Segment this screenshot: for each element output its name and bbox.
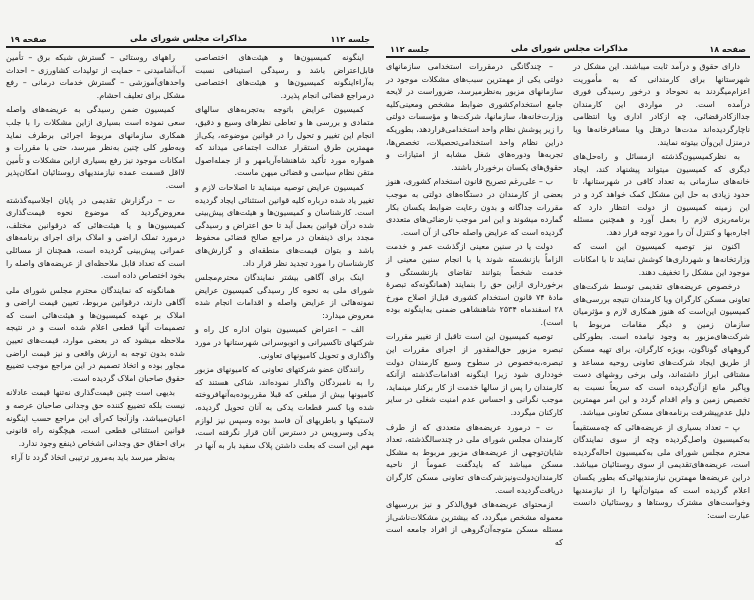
paragraph: کمیسیون ضمن رسیدگی به عریضه‌های واصله سعی نموده است بسیاری ازاین مشکلات را با جلب همکاری سازمانهای مربوط اجرائی برطرف نماید وبه‌طور کلی چنین به‌نظر میرسد، حتی با مقررات و امکانات موجود نیز رفع بسیاری ازاین مشکلات و تأمین لااقل قسمت عمده نیازمندیهای روستائیان امکان‌پذیر است. — [6, 105, 185, 190]
paragraph: اینک برای آگاهی بیشتر نمایندگان محترم‌مجلس شورای ملی به نحوه کار رسیدگی کمیسیون عرایض نمونه‌هائی از عرایض واصله و اقدامات انجام شده معروض میدارد: — [195, 273, 374, 320]
column-left — [573, 61, 750, 552]
publication-title: مذاکرات مجلس شورای ملی — [130, 34, 248, 44]
paragraph: راههای روستائی – گسترش شبکه برق – تأمین آب‌آشامیدنی – حمایت از تولیدات کشاورزی – احداث واحدهای‌آموزشی – گسترش خدمات درمانی – رفع مشکل برای تعلیف احشام. — [6, 53, 185, 100]
column-right — [6, 52, 185, 467]
paragraph: همانگونه که نمایندگان محترم مجلس شورای ملی آگاهی دارند، درقوانین مربوط، تعیین قیمت اراضی و املاک بر عهده کمیسیون‌ها و هیئت‌هائی است که تصمیمات آنها قطعی اعلام شده است و در نتیجه ملاحظه میشود که در بعضی موارد، قیمت‌های تعیین شده بدون توجه به ارزش واقعی و نیز قیمت اراضی مجاور بوده و اتخاذ تصمیم در این مراجع موجب تضییع حقوق صاحبان املاک گردیده است. — [6, 285, 185, 383]
paragraph: از‌محتوای عریضه‌های فوق‌الذکر و نیز بررسیهای معموله مشخص میگردد، که بیشترین مشکلات‌ناشی‌از مسئله مسکن متوجه‌آن‌گروهی از افراد جامعه است که — [386, 500, 563, 547]
paragraph: اینگونه کمیسیون‌ها و هیئت‌های اختصاصی قابل‌اعتراض باشد و رسیدگی استینافی نسبت به‌آراءاینگونه کمیسیون‌ها و هیئت‌های اختصاصی درمراجع قضائی انجام پذیرد. — [195, 53, 374, 100]
paragraph: کمیسیون عرایض توصیه مینماید تا اصلاحات لازم و تغییر یاد شده درباره کلیه قوانین استثنائی ایجاد گردیده است. کارشناسان و کمیسیون‌ها و هیئت‌های پیش‌بینی شده درآن قوانین بعمل آید تا حق اعتراض و رسیدگی مجدد برای ذینفعان در مراجع صالح قضائی محفوظ باشد و بتوان قیمت‌های منطقه‌ای و گزارش‌های کارشناسان را مورد تجدید نظر قرار داد. — [195, 182, 374, 268]
column-right — [386, 61, 563, 552]
paragraph: رانندگان عضو شرکتهای تعاونی که کامیونهای مزبور را به نامبردگان واگذار نموده‌اند، شاکی هستند که کامیونها بیش از مبلغی که قبلا مقرربوده‌به‌آنهافروخته شده وبا کسر قطعات یدکی به آنان تحویل گردیده، لاستیکها و باطریهای آن فاسد بوده وسپس نیز لوازم یدکی وسرویس در دسترس آنان قرار نگرفته است، مهم این است که بعلت داشتن پلاک سفید بار به آنها در — [195, 365, 374, 450]
paragraph: پ – تعداد بسیاری از عریضه‌هائی که چه‌مستقیماً به‌کمیسیون واصل‌گردیده وچه از سوی نمایندگان محترم مجلس شورای ملی به‌کمیسیون احاله‌گردیده است، عریضه‌های‌تقدیمی از سوی روستائیان میباشد. دراین عریضه‌ها مهمترین نیازمندیهائی‌که بطور یکسان اعلام گردیده است که میتوان‌آنها را از نیازمندیها وخواست‌های مشترک روستاها و روستائیان دانست عبارت است: — [573, 422, 750, 520]
paragraph: اکنون نیز توصیه کمیسیون این است که وزارتخانه‌ها و شهرداری‌ها کوشش نمایند تا با امکانات موجود این مشکل را تخفیف دهند. — [573, 242, 750, 277]
paragraph: درخصوص عریضه‌های تقدیمی توسط شرکت‌های تعاونی مسکن کارگران ویا کارمندان نتیجه بررسی‌های کمیسیون این‌است که هنوز همکاری لازم و مؤثرمیان سازمان زمین و دیگر مقامات مربوط با شرکت‌های‌مزبور به وجود نیامده است. بطورکلی گروههای گوناگون، بویژه کارگران، برای تهیه مسکن از طریق ایجاد شرکت‌های تعاونی روحیه مساعد و مشتاقی ابراز داشته‌اند، ولی برخی روشهای دست وپاگیر مانع ازآن‌گردیده است که سریعاً نسبت به تخصیص زمین و وام اقدام گردد و این امر مهمترین دلیل عدم‌پیشرفت برنامه‌های مسکن تعاونی میباشد. — [573, 282, 750, 418]
paragraph: ت – درگزارش تقدیمی در پایان اجلاسیه‌گذشته معروض‌گردید که موضوع نحوه قیمت‌گذاری کمیسیون‌ها و یا هیئت‌هائی که درقوانین مختلف، درمورد تملک اراضی و املاک برای اجرای برنامه‌های عمرانی پیش‌بینی گردیده است، همچنان از مسائلی است که تعداد قابل ملاحظه‌ای از عریضه‌های واصله را بخود اختصاص داده است. — [6, 195, 185, 281]
paragraph: ب – علی‌رغم تصریح قانون استخدام کشوری، هنوز بعضی از کارمندان در دستگاه‌های دولتی به موجب مقررات جداگانه و بدون رعایت ضوابط یکسان بکار گمارده میشوند و این امر موجب نارضائی‌های متعددی گردیده است که عرایض واصله حاکی از آن است. — [386, 177, 563, 237]
paragraph: – چندگانگی درمقررات استخدامی سازمانهای دولتی یکی از مهمترین سبب‌های مشکلات موجود در سازمانهای مزبور به‌نظرمیرسد، ضروراست در لایحه جامع استخدام‌کشوری ضوابط مشخص ومعینی‌کلیه وزارت‌خانه‌ها، سازمانها، شرکت‌ها و مؤسسات دولتی را زیر پوشش نظام واحد استخدامی‌قراردهد، بطوریکه دراین نظام واحد استخدامی‌تحصیلات، تخصص‌ها، تجربه‌ها ودوره‌های شغل مشابه از امتیازات و حقوق‌های یکسان برخوردار باشند. — [385, 62, 563, 172]
page-number: صفحه ۱۸ — [709, 45, 746, 54]
paragraph: ت – درمورد عریضه‌های متعددی که از طرف کارمندان مجلس شورای ملی در چندسالگذشته، تعداد شایان‌توجهی از عریضه‌های مزبور مربوط به مشکل مسکن میباشد که بایدگفت عموماً از ناحیه کارمندان‌دولت‌ونیزشرکت‌های تعاونی مسکن کارگران دریافت‌گردیده است. — [386, 422, 563, 495]
paragraph: به‌نظر میرسد باید به‌مرور ترتیبی اتخاذ گردد تا آراء — [10, 453, 175, 463]
page-header — [386, 40, 750, 54]
session-number: جلسه ۱۱۲ — [330, 35, 370, 44]
page-header — [6, 30, 374, 44]
paragraph: دولت یا در سنین معینی ازگذشت عمر و خدمت الزاماً بازنشسته شوند یا با انجام سنین معینی از خدمت شخصاً بتوانند تقاضای بازنشستگی و برخورداری ازاین حق را بنمایند (همانگونه‌که تبصرهٔ مادهٔ ۷۴ قانون استخدام کشوری قبل‌از اصلاح مورخ ۲۸ اسفندماه ۲۵۳۴ شاهنشاهی ضمنی به‌اینگونه بوده است). — [386, 242, 563, 327]
paragraph: توصیه کمیسیون این است تاقبل از تغییر مقررات تبصره مزبور حق‌المقدور از اجرای مقررات این تبصره،به‌خصوص در سطوح وسیع کارمندان دولت خودداری شود زیرا اینگونه اقدامات‌گذشته ازآنکه کارمندان را پس از سالها خدمت از کار برکنار مینماید، موجب نگرانی و احساس عدم امنیت شغلی در سایر کارکنان میگردد. — [386, 332, 563, 418]
publication-title: مذاکرات مجلس شورای ملی — [510, 44, 628, 54]
paragraph: دارای حقوق و درآمد ثابت میباشند. این مشکل در شهرستانها برای کارمندانی که به مأموریت اعزام‌میگردند به نحوحاد و درخور رسیدگی فوری درآمده است. در مواردی این کارمندان جدا‌ازکادرقضائی، چه ازکادر اداری ویا انتظامی ناچارگردیده‌اند مدت‌ها درهتل ویا مسافرخانه‌ها ویا درمنزل این‌وآن بیتوته نمایند. — [573, 62, 750, 147]
header-rule — [386, 56, 750, 58]
paragraph: کمیسیون عرایض باتوجه به‌تجربه‌های سالهای متمادی و بررسی ها و تعاطی نظرهای وسیع و دقیق، انجام این تغییر و تحول را در قوانین موضوعه، یکی‌از مهمترین طرق استقرار عدالت اجتماعی میداند که همواره مورد تأکید شاهنشاه‌آریامهر و از جمله‌اصول متقن نظام سیاسی و قضائی میهن ماست. — [195, 105, 374, 178]
paragraph: به نظرکمیسیون‌گذشته ازمسائل و راه‌حل‌های دیگری که کمیسیون میتواند پیشنهاد کند، ایجاد خانه‌های سازمانی به تعداد کافی در شهرستانها، تا حدود زیادی به حل این مشکل کمک خواهد کرد و در این زمینه کمیسیون از دولت انتظار دارد که برنامه‌ریزی لازم را بعمل آورد و همچنین مسئله اجاره‌بها و کنترل آن را مورد توجه قرار دهد. — [573, 152, 750, 237]
page-number: صفحه ۱۹ — [10, 35, 47, 44]
session-number: جلسه ۱۱۲ — [390, 45, 430, 54]
column-left — [195, 52, 374, 467]
paragraph: بدیهی است چنین قیمت‌گذاری نه‌تنها قیمت عادلانه نیست بلکه تضییع کننده حق وجدانی صاحبان عرصه و اعیان‌میباشد، وازآنجا که‌رأی این مراجع حسب اینگونه قوانین استثنائی قطعی است، هیچگونه راه قانونی برای احقاق حق وجدانی اشخاص ذینفع وجود ندارد. — [6, 388, 185, 448]
text-columns — [6, 52, 374, 467]
header-rule — [6, 46, 374, 48]
paragraph: الف – اعتراض کمیسیون بنوان اداره کل راه و شرکتهای تاکسیرانی و اتوبوسرانی شهرستانها در مورد واگذاری و تحویل کامیونهای تعاونی. — [195, 325, 374, 360]
text-columns — [386, 61, 750, 552]
